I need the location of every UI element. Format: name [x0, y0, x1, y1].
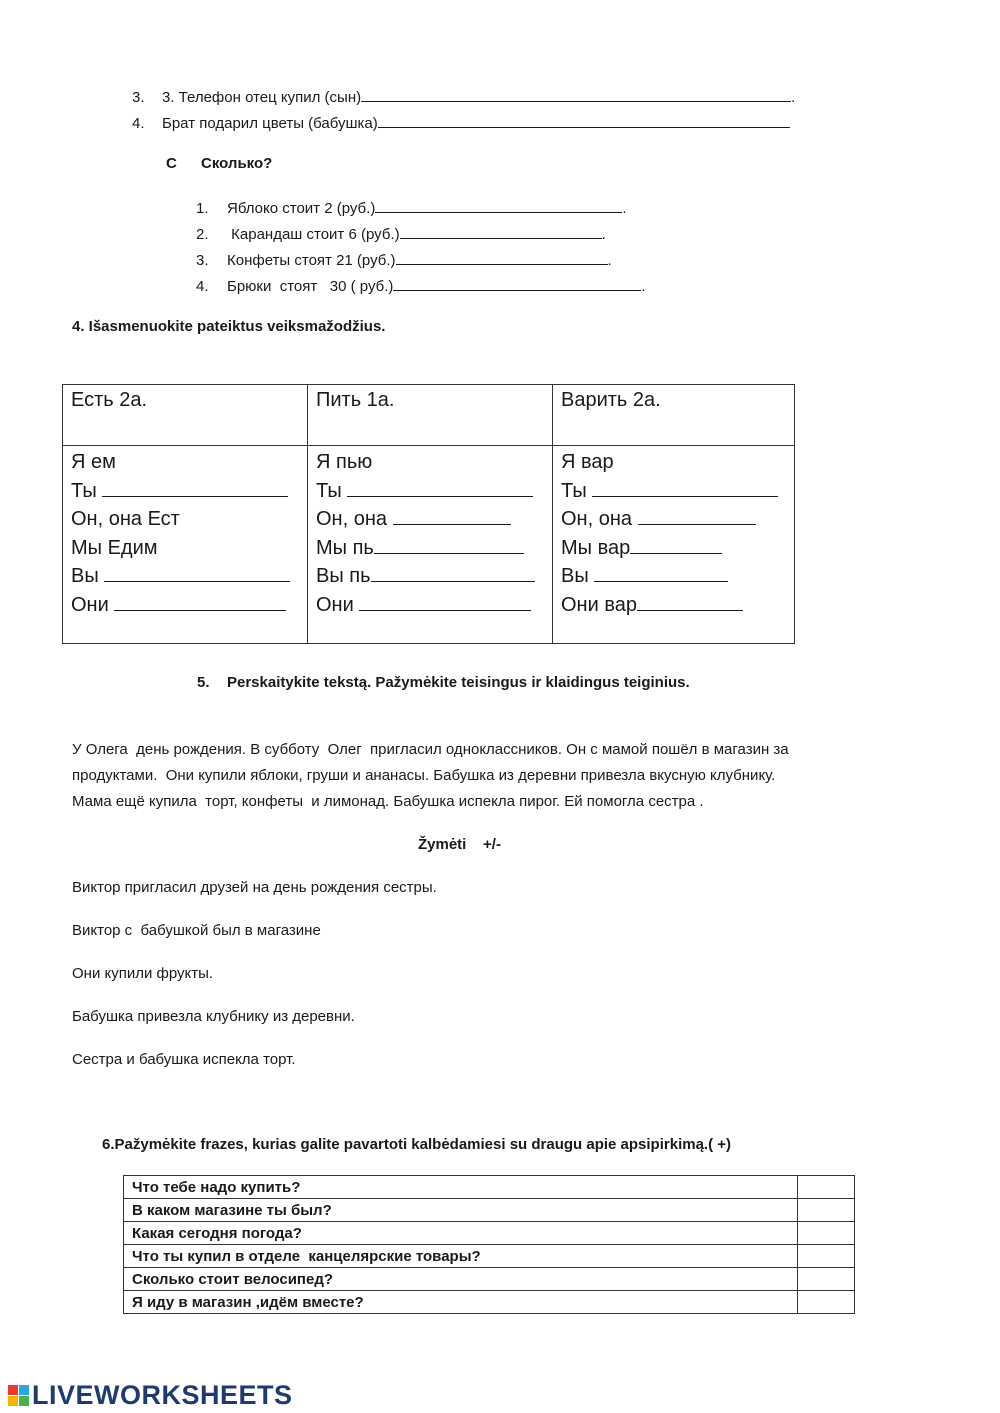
answer-blank[interactable]: [396, 250, 608, 265]
conj-text: Я вар: [561, 451, 614, 473]
item-end: .: [791, 89, 796, 106]
table-row: [124, 1199, 855, 1222]
answer-blank[interactable]: [638, 507, 756, 525]
item-end: .: [601, 226, 606, 243]
answer-blank[interactable]: [359, 593, 531, 611]
conj-text: Ты: [71, 479, 103, 502]
conj-row: [316, 534, 544, 563]
table-body-row: [63, 446, 795, 644]
conj-text: Мы вар: [561, 536, 631, 559]
column-varit: [553, 446, 795, 644]
answer-blank[interactable]: [361, 87, 791, 102]
phrase-cell: Что тебе надо купить?: [124, 1176, 798, 1199]
mark-cell[interactable]: [798, 1199, 855, 1222]
item-number: 4.: [196, 278, 209, 295]
conj-text: Мы Едим: [71, 536, 158, 559]
conj-row: [316, 448, 544, 477]
item-text: Карандаш стоит 6 (руб.): [227, 226, 400, 243]
statement-3[interactable]: Они купили фрукты.: [72, 965, 214, 982]
answer-blank[interactable]: [102, 479, 288, 497]
conj-row: [561, 534, 786, 563]
item-text: Брюки стоят 30 ( руб.): [227, 278, 394, 295]
column-pit: [308, 446, 553, 644]
conj-row: [561, 505, 786, 534]
conj-text: Они: [316, 593, 360, 616]
item-number: 3.: [132, 89, 145, 106]
conj-text: Ты: [561, 479, 593, 502]
conj-text: Ты: [316, 479, 348, 502]
mark-cell[interactable]: [798, 1268, 855, 1291]
conj-text: Я пью: [316, 451, 373, 473]
answer-blank[interactable]: [630, 536, 722, 554]
answer-blank[interactable]: [378, 113, 790, 128]
statement-1[interactable]: Виктор пригласил друзей на день рождения сестры.: [72, 879, 437, 896]
conj-text: Он, она Ест: [71, 508, 180, 531]
conj-row: [71, 562, 299, 591]
answer-blank[interactable]: [375, 198, 622, 213]
answer-blank[interactable]: [594, 564, 728, 582]
mark-cell[interactable]: [798, 1222, 855, 1245]
statement-2[interactable]: Виктор с бабушкой был в магазине: [72, 922, 321, 939]
item-text: Конфеты стоят 21 (руб.): [227, 252, 396, 269]
answer-blank[interactable]: [592, 479, 778, 497]
item-text: Яблоко стоит 2 (руб.): [227, 200, 376, 217]
phrase-cell: Что ты купил в отделе канцелярские товары?: [124, 1245, 798, 1268]
conj-row: [561, 562, 786, 591]
item-text: Брат подарил цветы (бабушка): [162, 115, 378, 132]
conj-row: [561, 448, 786, 477]
header-cell-pit: Пить 1a.: [308, 385, 553, 446]
conj-row: [316, 562, 544, 591]
header-cell-est: Есть 2a.: [63, 385, 308, 446]
conj-row: [561, 477, 786, 506]
conj-text: Они: [71, 593, 115, 616]
phrase-cell: В каком магазине ты был?: [124, 1199, 798, 1222]
item-end: .: [607, 252, 612, 269]
answer-blank[interactable]: [114, 593, 286, 611]
conj-row: [561, 591, 786, 620]
item-number: 1.: [196, 200, 209, 217]
section-c-item-4: [196, 276, 646, 297]
liveworksheets-logo[interactable]: [8, 1380, 293, 1411]
conj-row: [316, 505, 544, 534]
section-title: Сколько?: [201, 155, 273, 172]
table-row: [124, 1245, 855, 1268]
item-text: 3. Телефон отец купил (сын): [162, 89, 362, 106]
conj-text: Вы: [561, 565, 595, 588]
item-number: 4.: [132, 115, 145, 132]
statement-5[interactable]: Сестра и бабушка испекла торт.: [72, 1051, 296, 1068]
section-c-item-3: [196, 250, 612, 271]
mark-cell[interactable]: [798, 1176, 855, 1199]
section-b-item-4: [132, 113, 790, 134]
conj-row: [71, 448, 299, 477]
answer-blank[interactable]: [374, 536, 524, 554]
table-row: [124, 1291, 855, 1314]
phrases-table: [123, 1175, 855, 1314]
task4-title: 4. Išasmenuokite pateiktus veiksmažodžius.: [72, 318, 386, 335]
reading-line: продуктами. Они купили яблоки, груши и ананасы. Бабушка из деревни привезла вкусную клубнику.: [72, 767, 776, 784]
mark-label: Žymėti +/-: [418, 836, 501, 853]
conj-row: [71, 505, 299, 534]
table-row: [124, 1268, 855, 1291]
conj-row: [316, 591, 544, 620]
section-c-heading: [166, 154, 272, 174]
item-number: 2.: [196, 226, 209, 243]
section-c-item-2: [196, 224, 606, 245]
conj-text: Вы пь: [316, 565, 371, 588]
item-number: 3.: [196, 252, 209, 269]
answer-blank[interactable]: [637, 593, 743, 611]
item-end: .: [641, 278, 646, 295]
table-row: [124, 1222, 855, 1245]
conj-text: Я ем: [71, 451, 116, 473]
conj-row: [71, 534, 299, 563]
header-cell-varit: Варить 2a.: [553, 385, 795, 446]
answer-blank[interactable]: [371, 564, 535, 582]
mark-cell[interactable]: [798, 1245, 855, 1268]
phrase-cell: Я иду в магазин ,идём вместе?: [124, 1291, 798, 1314]
answer-blank[interactable]: [393, 507, 511, 525]
conj-text: Вы: [71, 565, 105, 588]
conj-text: Мы пь: [316, 536, 374, 559]
task5-heading: [197, 673, 690, 693]
table-row: [124, 1176, 855, 1199]
phrase-cell: Сколько стоит велосипед?: [124, 1268, 798, 1291]
conj-row: [71, 477, 299, 506]
logo-cube-icon: [8, 1385, 29, 1406]
logo-text: LIVEWORKSHEETS: [32, 1380, 293, 1410]
phrase-cell: Какая сегодня погода?: [124, 1222, 798, 1245]
section-letter: C: [166, 155, 177, 172]
conj-text: Они вар: [561, 593, 637, 616]
item-end: .: [622, 200, 627, 217]
task5-title: Perskaitykite tekstą. Pažymėkite teisingus ir klaidingus teiginius.: [227, 674, 690, 691]
answer-blank[interactable]: [104, 564, 290, 582]
answer-blank[interactable]: [347, 479, 533, 497]
answer-blank[interactable]: [400, 224, 602, 239]
statement-4[interactable]: Бабушка привезла клубнику из деревни.: [72, 1008, 355, 1025]
conj-text: Он, она: [561, 508, 638, 531]
verb-conjugation-table: [62, 384, 795, 644]
mark-cell[interactable]: [798, 1291, 855, 1314]
section-b-item-3: [132, 87, 795, 108]
table-header-row: [63, 385, 795, 446]
reading-line: У Олега день рождения. В субботу Олег пригласил одноклассников. Он с мамой пошёл в магазин за: [72, 741, 789, 758]
conj-text: Он, она: [316, 508, 393, 531]
conj-row: [316, 477, 544, 506]
answer-blank[interactable]: [393, 276, 641, 291]
task5-number: 5.: [197, 674, 210, 691]
task5-reading-text: [72, 737, 932, 815]
section-c-item-1: [196, 198, 627, 219]
column-est: [63, 446, 308, 644]
reading-line: Мама ещё купила торт, конфеты и лимонад. Бабушка испекла пирог. Ей помогла сестра .: [72, 793, 704, 810]
task6-title: 6.Pažymėkite frazes, kurias galite pavartoti kalbėdamiesi su draugu apie apsipirkimą.( +): [102, 1136, 732, 1153]
conj-row: [71, 591, 299, 620]
